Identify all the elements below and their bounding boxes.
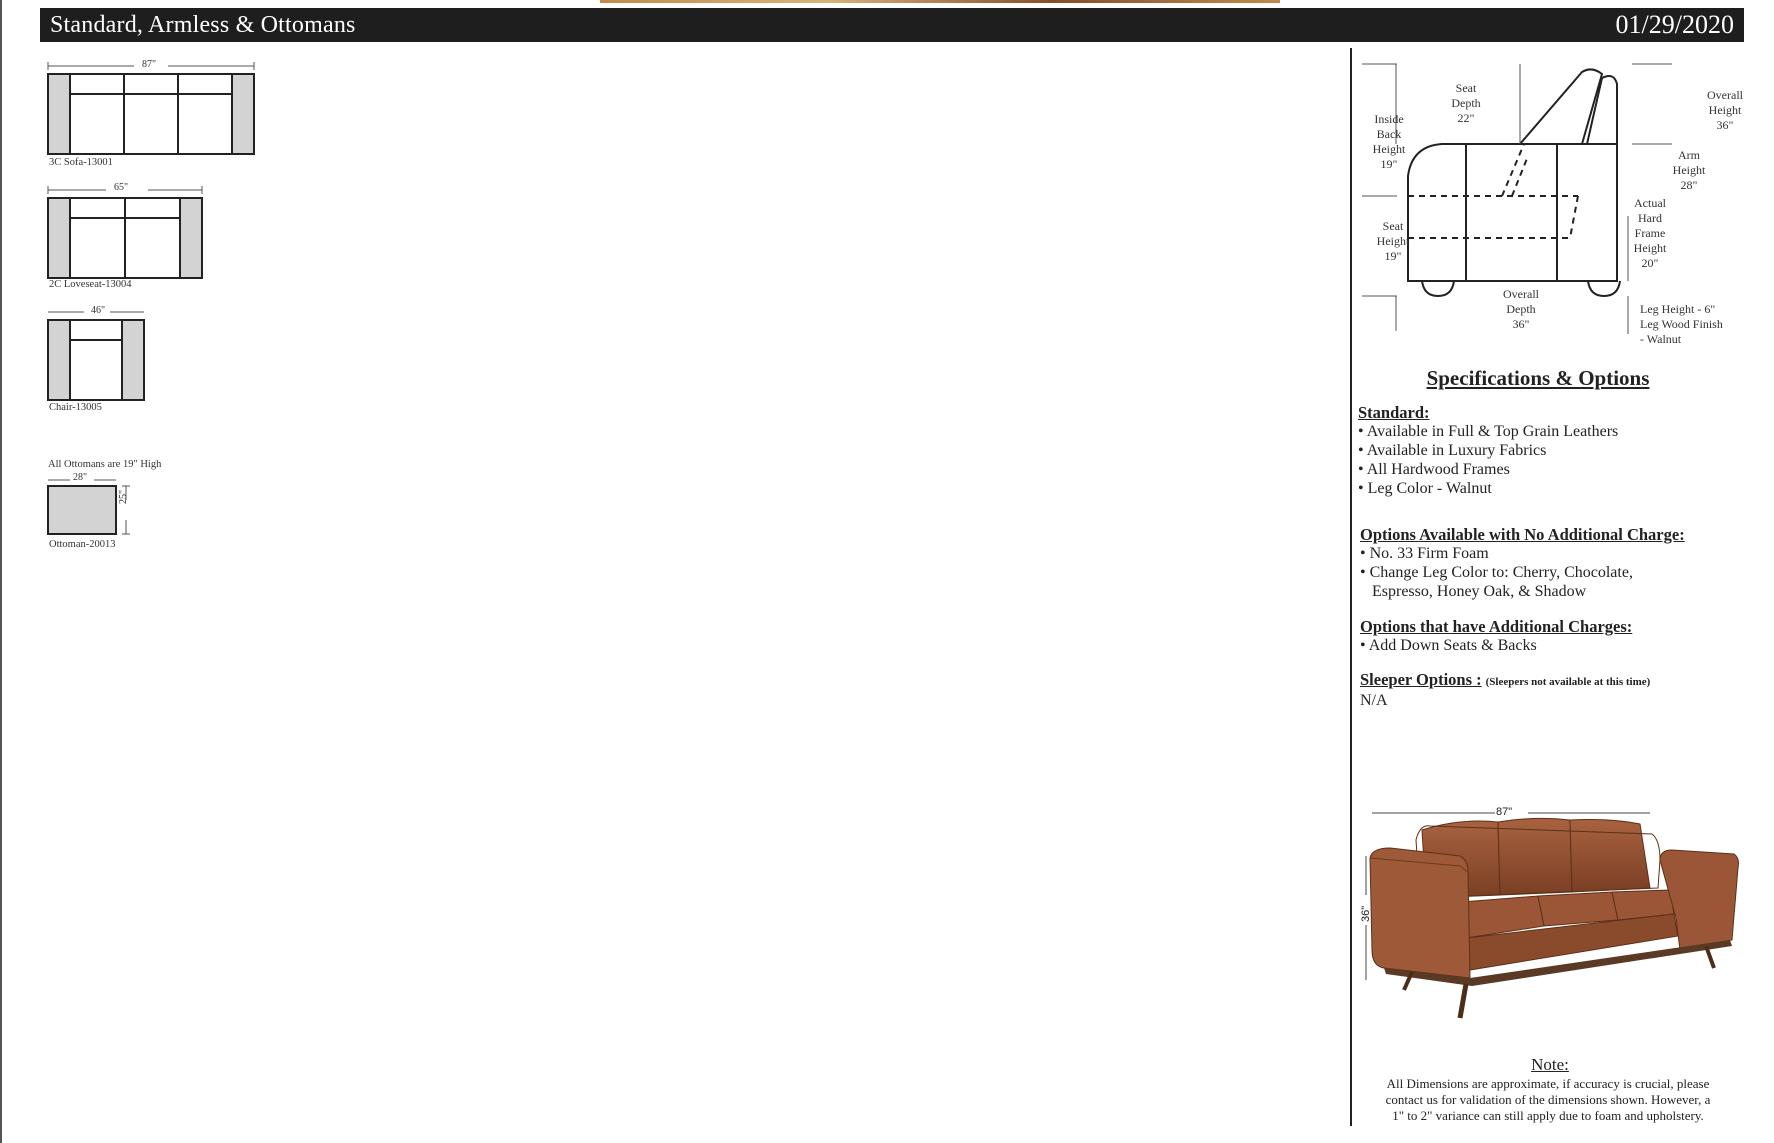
overall-height-label: Overall Height 36" (1707, 88, 1743, 132)
chair-width: 46" (91, 305, 106, 316)
top-accent-strip (600, 0, 1280, 3)
list-item: • Leg Color - Walnut (1358, 480, 1492, 497)
header-bar (40, 8, 1744, 42)
standard-heading: Standard: (1358, 403, 1430, 422)
specs-title: Specifications & Options (1426, 366, 1650, 390)
ottoman-width: 28" (73, 472, 88, 483)
note-body: All Dimensions are approximate, if accuracy is crucial, please contact us for validation of the dimensions shown. However, a 1" to 2" variance can still apply due to foam and upholstery. (1385, 1076, 1711, 1123)
ottoman-height-note: All Ottomans are 19" High (48, 459, 162, 470)
charges-heading: Options that have Additional Charges: (1360, 617, 1633, 636)
sleeper-heading-row (1360, 670, 1650, 690)
ottoman-label: Ottoman-20013 (49, 539, 116, 550)
photo-width-label: 87" (1496, 806, 1513, 818)
arm-height-label: Arm Height 28" (1672, 148, 1706, 192)
chair-diagram (44, 302, 154, 402)
list-item: • Add Down Seats & Backs (1360, 637, 1537, 654)
leg-info-label: Leg Height - 6" Leg Wood Finish - Walnut (1640, 302, 1723, 346)
list-item: • Available in Luxury Fabrics (1358, 442, 1547, 459)
page-title: Standard, Armless & Ottomans (50, 11, 356, 38)
list-item: • No. 33 Firm Foam (1360, 545, 1489, 562)
sleeper-heading: Sleeper Options : (1360, 670, 1482, 689)
no-charge-list (1360, 544, 1633, 601)
charges-list (1360, 636, 1537, 655)
ottoman-diagram (44, 474, 144, 542)
photo-height-label: 36" (1360, 905, 1372, 922)
sofa-label: 3C Sofa-13001 (49, 157, 113, 168)
list-item: • Available in Full & Top Grain Leathers (1358, 423, 1619, 440)
hard-frame-height-label: Actual Hard Frame Height 20" (1633, 196, 1667, 270)
sleeper-note: (Sleepers not available at this time) (1485, 676, 1651, 688)
list-item: • All Hardwood Frames (1358, 461, 1510, 478)
page-left-edge (0, 0, 2, 1143)
overall-depth-label: Overall Depth 36" (1503, 287, 1539, 331)
ottoman-depth: 25" (118, 489, 129, 504)
list-item: • Change Leg Color to: Cherry, Chocolate, (1360, 564, 1633, 581)
no-charge-heading: Options Available with No Additional Charge: (1360, 525, 1685, 544)
loveseat-width: 65" (114, 182, 129, 193)
seat-height-label: Seat Height 19" (1376, 219, 1410, 263)
sofa-photo (1360, 800, 1750, 1030)
standard-list (1358, 422, 1618, 498)
sofa-width: 87" (142, 59, 157, 70)
sleeper-value: N/A (1360, 692, 1388, 709)
note-title: Note: (1531, 1055, 1569, 1074)
list-item: Espresso, Honey Oak, & Shadow (1372, 583, 1587, 600)
seat-depth-label: Seat Depth 22" (1451, 81, 1481, 125)
loveseat-diagram (44, 180, 214, 280)
sofa-diagram (44, 56, 264, 156)
inside-back-height-label: Inside Back Height 19" (1372, 112, 1406, 171)
loveseat-label: 2C Loveseat-13004 (49, 279, 132, 290)
chair-label: Chair-13005 (49, 402, 102, 413)
page-date: 01/29/2020 (1615, 10, 1734, 39)
